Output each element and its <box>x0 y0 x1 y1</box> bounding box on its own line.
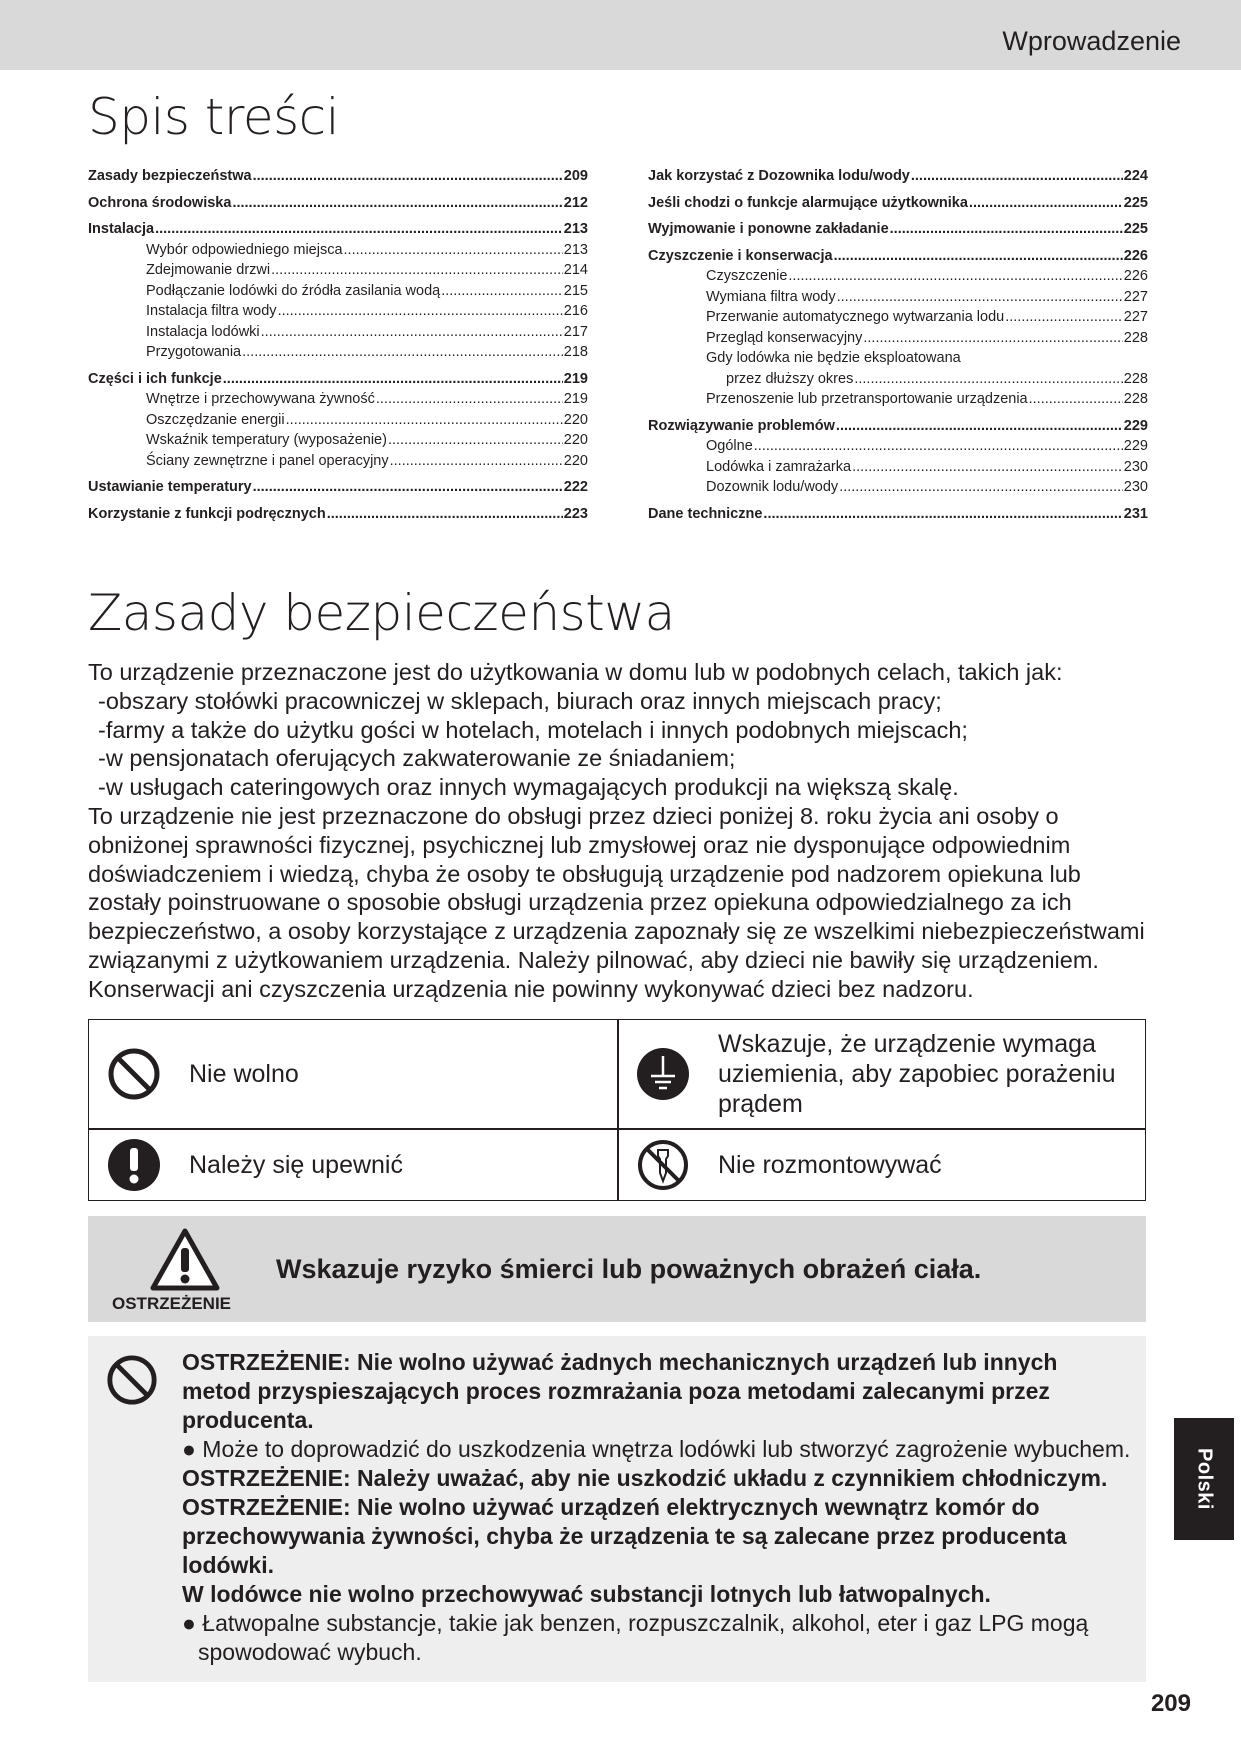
use-item: -farmy a także do użytku gości w hotelach, motelach i innych podobnych miejscach; <box>98 716 968 743</box>
toc-right-column <box>648 166 1148 524</box>
toc-entry-label: Rozwiązywanie problemów <box>648 417 835 434</box>
toc-entry <box>88 166 588 187</box>
paragraph-line: Konserwacji ani czyszczenia urządzenia nie powinny wykonywać dzieci bez nadzoru. <box>88 975 974 1002</box>
warning-line: W lodówce nie wolno przechowywać substancji lotnych lub łatwopalnych. <box>182 1581 991 1607</box>
toc-leader-dots <box>863 328 1122 349</box>
toc-leader-dots <box>837 287 1123 308</box>
toc-leader-dots <box>253 477 563 498</box>
toc-leader-dots <box>253 166 563 187</box>
toc-entry-page: 222 <box>563 479 588 495</box>
toc-entry-label: Dane techniczne <box>648 505 763 522</box>
toc-leader-dots <box>754 436 1123 457</box>
toc-entry-label: Instalacja lodówki <box>146 323 260 340</box>
toc-entry <box>648 369 1148 390</box>
toc-entry-label: Jeśli chodzi o funkcje alarmujące użytkownika <box>648 194 968 211</box>
toc-leader-dots <box>278 301 563 322</box>
symbol-label <box>718 1029 1115 1119</box>
toc-entry-page: 230 <box>1123 479 1148 495</box>
use-item: -obszary stołówki pracowniczej w sklepach, biurach oraz innych miejscach pracy; <box>98 687 942 714</box>
warning-description: Wskazuje ryzyko śmierci lub poważnych obrażeń ciała. <box>276 1254 982 1284</box>
symbol-label: Należy się upewnić <box>189 1150 403 1179</box>
toc-entry-page: 225 <box>1123 194 1148 211</box>
warning-line: lodówki. <box>182 1552 274 1578</box>
warning-line: OSTRZEŻENIE: Nie wolno używać żadnych mechanicznych urządzeń lub innych <box>182 1349 1058 1375</box>
toc-entry <box>648 348 1148 369</box>
toc-entry <box>88 389 588 410</box>
toc-entry <box>88 193 588 214</box>
toc-entry <box>648 477 1148 498</box>
warning-line: metod przyspieszających proces rozmrażania poza metodami zalecanymi przez <box>182 1378 1050 1404</box>
toc-entry <box>88 504 588 525</box>
toc-leader-dots <box>232 193 562 214</box>
safety-intro <box>88 658 1178 1004</box>
toc-leader-dots <box>852 457 1123 478</box>
safety-title: Zasady bezpieczeństwa <box>88 584 675 642</box>
toc-entry-label: Zdejmowanie drzwi <box>146 262 271 278</box>
toc-entry-label: Wybór odpowiedniego miejsca <box>146 241 343 258</box>
toc-title: Spis treści <box>88 88 340 146</box>
no-disassembly-icon <box>636 1138 690 1192</box>
toc-entry-page: 216 <box>563 303 588 319</box>
use-item: -w usługach cateringowych oraz innych wymagających produkcji na większą skalę. <box>98 774 959 801</box>
toc-entry <box>88 219 588 240</box>
toc-entry-label: Wskaźnik temperatury (wyposażenie) <box>146 432 387 448</box>
toc-entry-page: 213 <box>563 221 588 237</box>
toc-left-column <box>88 166 588 524</box>
toc-entry-label: Oszczędzanie energii <box>146 411 285 428</box>
toc-leader-dots <box>1029 389 1123 410</box>
toc-entry <box>648 166 1148 187</box>
toc-entry <box>648 246 1148 267</box>
exclamation-icon <box>107 1138 161 1192</box>
toc-entry-label: Przerwanie automatycznego wytwarzania lodu <box>706 309 1005 325</box>
toc-entry <box>648 193 1148 214</box>
toc-leader-dots <box>327 504 563 525</box>
toc-entry <box>88 451 588 472</box>
toc-entry <box>88 430 588 451</box>
toc-entry-page: 220 <box>563 432 588 448</box>
toc-entry-label: Ogólne <box>706 438 753 454</box>
toc-leader-dots <box>376 389 563 410</box>
toc-entry <box>648 416 1148 437</box>
toc-entry <box>648 266 1148 287</box>
toc-entry-page: 228 <box>1123 391 1148 407</box>
use-item: -w pensjonatach oferujących zakwaterowanie ze śniadaniem; <box>98 745 736 772</box>
toc-entry-label: Wymiana filtra wody <box>706 288 836 305</box>
page-number: 209 <box>1150 1690 1191 1717</box>
toc-entry-label: Czyszczenie <box>706 268 788 284</box>
toc-entry <box>648 328 1148 349</box>
language-label: Polski <box>1193 1448 1216 1510</box>
toc-entry <box>648 457 1148 478</box>
language-tab <box>1174 1418 1234 1540</box>
toc-entry <box>88 301 588 322</box>
paragraph-line: doświadczeniem i wiedzą, chyba że osoby te obsługują urządzenie pod nadzorem opiekuna lub <box>88 860 1081 887</box>
toc-leader-dots <box>854 369 1122 390</box>
toc-entry-page: 220 <box>563 452 588 469</box>
toc-entry-page: 229 <box>1123 417 1148 434</box>
paragraph-line: zostały poinstruowane o sposobie obsługi urządzenia przez opiekuna odpowiedzialnego za ich <box>88 889 1072 916</box>
warning-line: OSTRZEŻENIE: Należy uważać, aby nie uszkodzić układu z czynnikiem chłodniczym. <box>182 1465 1108 1491</box>
toc-entry-label: Wnętrze i przechowywana żywność <box>146 391 375 407</box>
symbol-prohibited-cell <box>89 1020 617 1128</box>
toc-leader-dots <box>1005 307 1123 328</box>
toc-entry-label: przez dłuższy okres <box>726 370 854 387</box>
toc-entry-page: 226 <box>1123 268 1148 284</box>
symbol-mandatory-cell <box>89 1129 617 1200</box>
toc-entry <box>88 322 588 343</box>
toc-entry-page: 219 <box>563 370 588 387</box>
toc-entry-page: 213 <box>563 241 588 258</box>
symbol-label-line: prądem <box>718 1090 803 1118</box>
toc-entry-page: 224 <box>1123 168 1148 184</box>
warning-note: ● Może to doprowadzić do uszkodzenia wnętrza lodówki lub stworzyć zagrożenie wybuchem. <box>182 1436 1131 1462</box>
toc-entry-page: 217 <box>563 323 588 340</box>
toc-entry-page: 228 <box>1123 329 1148 346</box>
toc-entry <box>648 307 1148 328</box>
toc-entry-label: Lodówka i zamrażarka <box>706 458 852 475</box>
toc-entry-page: 219 <box>563 391 588 407</box>
toc-entry-label: Przenoszenie lub przetransportowanie urządzenia <box>706 391 1028 407</box>
toc-leader-dots <box>788 266 1122 287</box>
toc-leader-dots <box>834 246 1123 267</box>
toc-entry-label: Zasady bezpieczeństwa <box>88 168 252 184</box>
paragraph-line: związanymi z użytkowaniem urządzenia. Należy pilnować, aby dzieci nie bawiły się urządzeniem. <box>88 946 1099 973</box>
warnings-content <box>182 1348 1142 1667</box>
toc-leader-dots <box>271 260 563 281</box>
warning-line: producenta. <box>182 1407 314 1433</box>
symbol-label: Nie wolno <box>189 1060 299 1088</box>
toc-entry-label: Jak korzystać z Dozownika lodu/wody <box>648 168 910 184</box>
warning-line: OSTRZEŻENIE: Nie wolno używać urządzeń elektrycznych wewnątrz komór do <box>182 1494 1040 1520</box>
toc-leader-dots <box>286 410 563 431</box>
header-bar <box>0 0 1241 70</box>
toc-entry-label: Przygotowania <box>146 344 242 360</box>
toc-leader-dots <box>344 240 563 261</box>
paragraph-line: obniżonej sprawności fizycznej, psychicznej lub zmysłowej oraz nie dysponujące odpowiednim <box>88 831 1071 858</box>
toc-entry-label: Instalacja filtra wody <box>146 303 277 319</box>
warnings-box <box>88 1336 1146 1682</box>
toc-entry-page: 231 <box>1123 505 1148 522</box>
warning-note: spowodować wybuch. <box>198 1639 422 1665</box>
toc-entry-page: 212 <box>563 194 588 211</box>
symbols-table <box>88 1019 1146 1201</box>
toc-entry-page: 228 <box>1123 370 1148 387</box>
toc-entry-label: Dozownik lodu/wody <box>706 479 839 495</box>
toc-entry-label: Wyjmowanie i ponowne zakładanie <box>648 221 889 237</box>
toc-leader-dots <box>242 342 563 363</box>
toc-entry-page: 223 <box>563 505 588 522</box>
toc-entry-page: 229 <box>1123 438 1148 454</box>
symbol-no-disassembly-cell <box>618 1129 1145 1200</box>
toc-entry-label: Ochrona środowiska <box>88 194 232 211</box>
toc-entry <box>648 504 1148 525</box>
toc-entry-label: Gdy lodówka nie będzie eksploatowana <box>706 350 961 366</box>
symbol-ground-cell <box>618 1020 1145 1128</box>
toc-entry-page: 226 <box>1123 247 1148 264</box>
warning-note: ● Łatwopalne substancje, takie jak benzen, rozpuszczalnik, alkohol, eter i gaz LPG mogą <box>182 1610 1089 1636</box>
toc-entry-page: 214 <box>563 262 588 278</box>
toc-leader-dots <box>390 451 563 472</box>
warning-line: przechowywania żywności, chyba że urządzenia te są zalecane przez producenta <box>182 1523 1067 1549</box>
symbol-label-line: Wskazuje, że urządzenie wymaga <box>718 1030 1096 1058</box>
toc-entry-label: Ustawianie temperatury <box>88 479 252 495</box>
intro-line: To urządzenie przeznaczone jest do użytkowania w domu lub w podobnych celach, takich jak: <box>88 659 1063 685</box>
toc-entry-label: Czyszczenie i konserwacja <box>648 247 833 264</box>
toc-entry <box>648 219 1148 240</box>
toc-entry-page: 227 <box>1123 309 1148 325</box>
toc-entry-label: Instalacja <box>88 221 155 237</box>
toc-leader-dots <box>155 219 563 240</box>
toc-entry <box>88 260 588 281</box>
toc-leader-dots <box>763 504 1122 525</box>
toc-entry <box>648 287 1148 308</box>
toc-entry <box>88 342 588 363</box>
toc-entry-label: Podłączanie lodówki do źródła zasilania wodą <box>146 282 441 299</box>
prohibited-icon <box>107 1047 161 1101</box>
toc-entry-page: 225 <box>1123 221 1148 237</box>
toc-leader-dots <box>890 219 1123 240</box>
toc-entry-label: Korzystanie z funkcji podręcznych <box>88 505 326 522</box>
paragraph-line: To urządzenie nie jest przeznaczone do obsługi przez dzieci poniżej 8. roku życia ani osoby o <box>88 802 1059 829</box>
ground-icon <box>636 1047 690 1101</box>
toc-entry <box>648 436 1148 457</box>
toc-entry <box>88 240 588 261</box>
toc-leader-dots <box>388 430 563 451</box>
toc-entry <box>648 389 1148 410</box>
toc-entry <box>88 281 588 302</box>
symbol-label: Nie rozmontowywać <box>718 1150 942 1179</box>
toc-leader-dots <box>839 477 1123 498</box>
toc-leader-dots <box>261 322 563 343</box>
section-title: Wprowadzenie <box>1002 26 1181 56</box>
toc-entry-label: Części i ich funkcje <box>88 370 222 387</box>
toc-entry-page: 215 <box>563 282 588 299</box>
warning-triangle-icon <box>150 1228 220 1292</box>
symbol-label-line: uziemienia, aby zapobiec porażeniu <box>718 1060 1116 1088</box>
toc-entry <box>88 369 588 390</box>
prohibited-icon <box>106 1354 158 1406</box>
toc-entry <box>88 477 588 498</box>
toc-entry-page: 220 <box>563 411 588 428</box>
toc-entry-page: 209 <box>563 168 588 184</box>
toc-entry-page: 230 <box>1123 458 1148 475</box>
toc-leader-dots <box>441 281 563 302</box>
toc-entry-label: Przegląd konserwacyjny <box>706 329 863 346</box>
toc-entry-page: 218 <box>563 344 588 360</box>
toc-entry-page: 227 <box>1123 288 1148 305</box>
toc-leader-dots <box>223 369 563 390</box>
toc-entry <box>88 410 588 431</box>
toc-leader-dots <box>911 166 1123 187</box>
toc-leader-dots <box>836 416 1123 437</box>
warning-banner <box>88 1216 1146 1322</box>
toc-entry-label: Ściany zewnętrzne i panel operacyjny <box>146 452 389 469</box>
paragraph-line: bezpieczeństwo, a osoby korzystające z urządzenia zapoznały się ze wszelkimi niebezpieczeństwami <box>88 918 1145 945</box>
toc-leader-dots <box>969 193 1123 214</box>
warning-label: OSTRZEŻENIE <box>112 1294 232 1313</box>
